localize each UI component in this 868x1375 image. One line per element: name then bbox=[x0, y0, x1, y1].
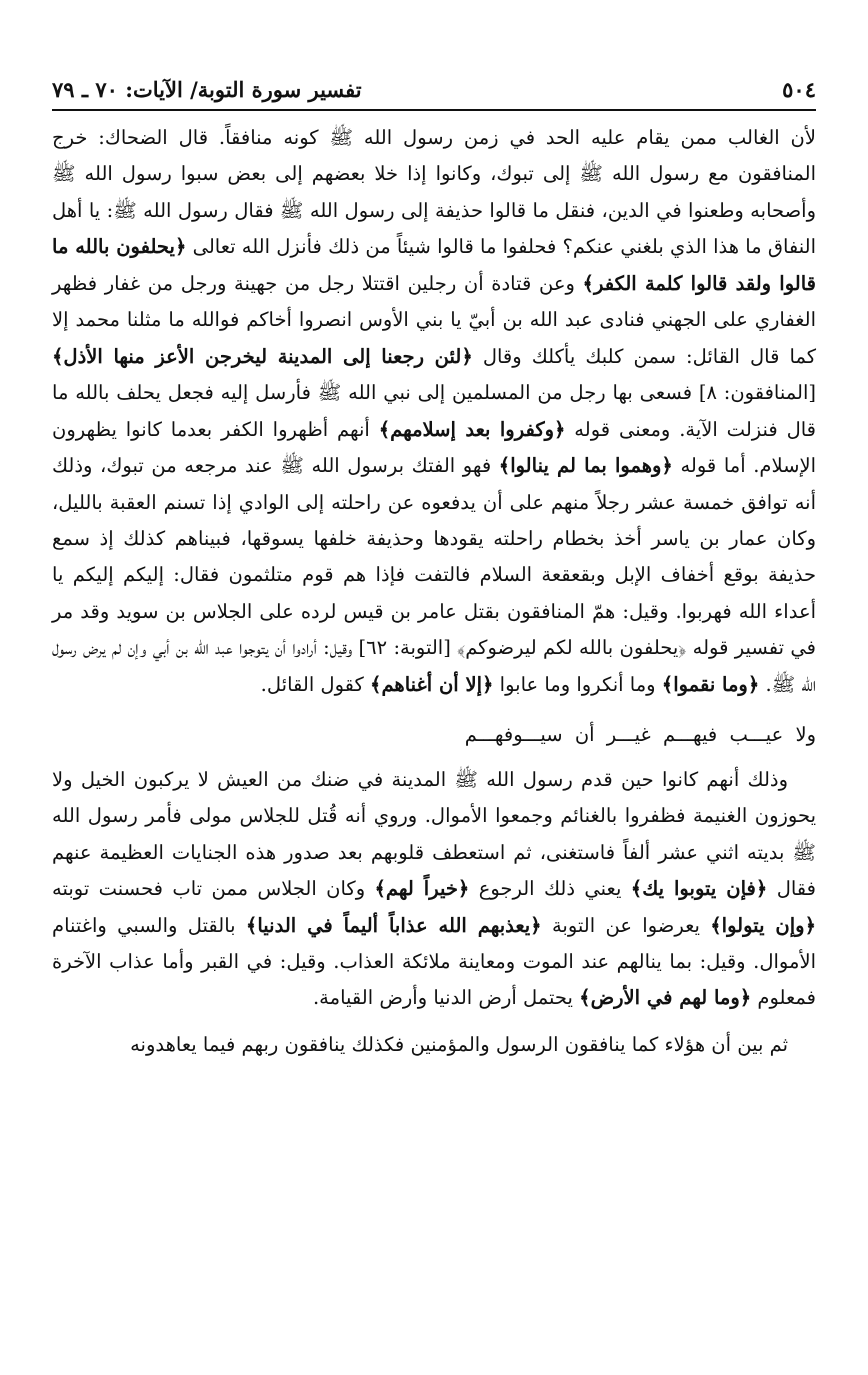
text-run: أنهم أظهروا الكفر بعدما كانوا يظهرون الإسلام. أما قوله bbox=[52, 417, 816, 478]
text-run: وذلك أنهم كانوا حين قدم رسول الله ﷺ المدينة في ضنك من العيش لا يركبون الخيل ولا يحوزون الغنيمة فظفروا بالغنائم وجمعوا الأموال. وروي أنه قُتل للجلاس مولى فأمر رسول الله ﷺ بديته اثني عشر ألفاً فاستغنى، ثم استعطف قلوبهم بعد صدور هذه الجنايات العظيمة عنهم فقال bbox=[52, 767, 816, 901]
quran-quote: ﴿فإن يتوبوا يك﴾ bbox=[630, 877, 768, 901]
text-run: بالقتل والسبي واغتنام الأموال. وقيل: بما ينالهم عند الموت ومعاينة ملائكة العذاب. وقيل: في القبر وأما عذاب الآخرة فمعلوم bbox=[52, 913, 816, 1010]
text-run: ثم بين أن هؤلاء كما ينافقون الرسول والمؤمنين فكذلك ينافقون ربهم فيما يعاهدونه bbox=[130, 1032, 788, 1056]
quran-quote: ﴿إلا أن أغناهم﴾ bbox=[370, 672, 494, 696]
quran-quote: ﴿يحلفون بالله ما قالوا ولقد قالوا كلمة الكفر﴾ bbox=[52, 235, 816, 295]
text-run: وعن قتادة أن رجلين اقتتلا رجل من جهينة ورجل من غفار فظهر الغفاري على الجهني فنادى عبد الله بن أبيّ يا بني الأوس انصروا أخاكم فوالله ما مثلنا محمد إلا كما قال القائل: سمن كلبك يأكلك وقال bbox=[52, 271, 816, 368]
page-header bbox=[52, 72, 816, 106]
quran-quote: ﴿وهموا بما لم ينالوا﴾ bbox=[498, 454, 673, 478]
text-run: لأن الغالب ممن يقام عليه الحد في زمن رسول الله ﷺ كونه منافقاً. قال الضحاك: خرج المنافقون مع رسول الله ﷺ إلى تبوك، وكانوا إذا خلا بعضهم إلى بعض سبوا رسول الله ﷺ وأصحابه وطعنوا في الدين، فنقل ما قالوا حذيفة إلى رسول الله ﷺ فقال رسول الله ﷺ: يا أهل النفاق ما هذا الذي بلغني عنكم؟ فحلفوا ما قالوا شيئاً من ذلك فأنزل الله تعالى bbox=[52, 126, 817, 259]
text-run: فهو الفتك برسول الله ﷺ عند مرجعه من تبوك، وذلك أنه توافق خمسة عشر رجلاً منهم على أن يدفعوه عن راحلته إلى الوادي إذا تسنم العقبة بالليل، وكان عمار بن ياسر أخذ بخطام راحلته يقودها وحذيفة خلفها يسوقها، فبيناهم كذلك إذ سمع حذيفة بوقع أخفاف الإبل وبقعقعة السلام فالتفت فإذا هم قوم متلثمون فقال: إليكم إليكم يا أعداء الله فهربوا. وقيل: همّ المنافقون بقتل عامر بن قيس لرده على الجلاس بن سويد وقد مر في تفسير قوله bbox=[52, 454, 816, 660]
quran-quote: ﴿خيراً لهم﴾ bbox=[374, 877, 470, 901]
text-run: يعني ذلك الرجوع bbox=[469, 877, 631, 901]
quran-quote: ﴿وما نقموا﴾ bbox=[661, 672, 760, 696]
quran-quote: ﴿وإن يتولوا﴾ bbox=[710, 913, 816, 937]
text-run: يعرضوا عن التوبة bbox=[541, 913, 711, 937]
page-number: ٥٠٤ bbox=[782, 76, 816, 102]
quran-quote: ﴿وما لهم في الأرض﴾ bbox=[579, 986, 752, 1010]
text-run: وكان الجلاس ممن تاب فحسنت توبته bbox=[52, 877, 375, 901]
quran-quote: ﴿يعذبهم الله عذاباً أليماً في الدنيا﴾ bbox=[245, 913, 542, 937]
poetry-verse: ولا عيـــب فيهـــم غيـــر أن سيـــوفهـــم bbox=[464, 723, 816, 747]
header-divider bbox=[52, 109, 816, 111]
paragraph-1 bbox=[52, 120, 816, 703]
quran-quote: ﴿وكفروا بعد إسلامهم﴾ bbox=[378, 417, 566, 441]
paragraph-3 bbox=[52, 1027, 816, 1063]
text-run: [التوبة: ٦٢] وقيل: أرادوا أن يتوجوا عبد الله بن أبي وإن لم يرض رسول الله ﷺ. bbox=[52, 636, 816, 696]
paragraph-2 bbox=[52, 762, 816, 1017]
body-text bbox=[52, 120, 816, 1063]
running-title: تفسير سورة التوبة/ الآيات: ٧٠ ـ ٧٩ bbox=[52, 76, 362, 102]
text-run: [المنافقون: ٨] فسعى بها رجل من المسلمين إلى نبي الله ﷺ فأرسل إليه فجعل يحلف بالله ما قال فنزلت الآية. ومعنى قوله bbox=[52, 381, 816, 441]
text-run: كقول القائل. bbox=[260, 672, 371, 696]
text-run: ﴿يحلفون بالله لكم ليرضوكم﴾ bbox=[457, 636, 687, 660]
text-run: يحتمل أرض الدنيا وأرض القيامة. bbox=[312, 986, 580, 1010]
text-run: وما أنكروا وما عابوا bbox=[493, 672, 662, 696]
quran-quote: ﴿لئن رجعنا إلى المدينة ليخرجن الأعز منها الأذل﴾ bbox=[52, 344, 473, 368]
